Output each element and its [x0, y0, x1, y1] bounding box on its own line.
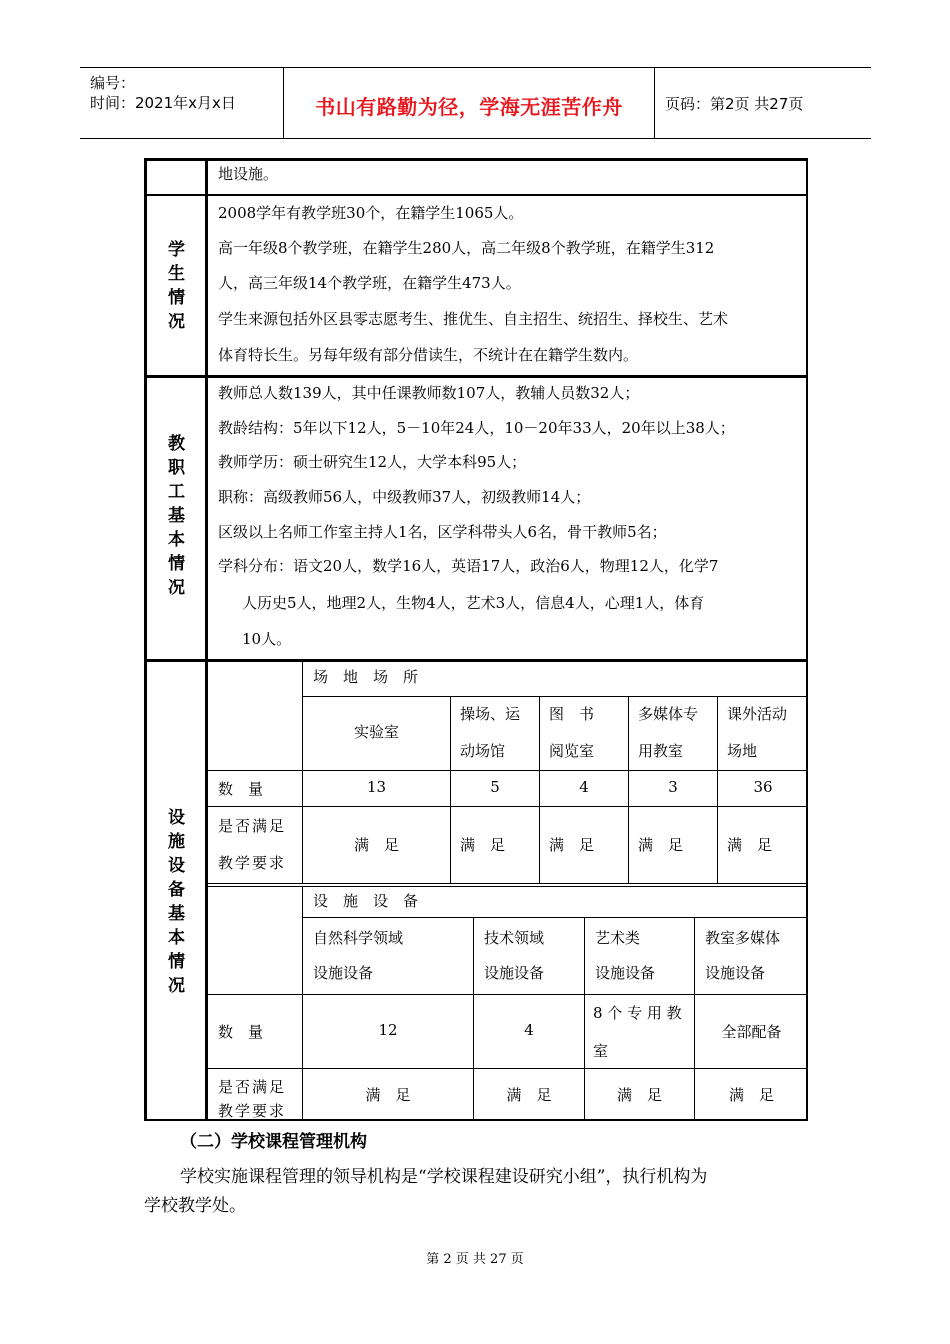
label-char: 生 — [168, 264, 185, 284]
venues-meet-label-1: 是否满足 — [218, 817, 287, 835]
venue-name: 用教室 — [638, 742, 684, 760]
equipment-count: 全部配备 — [721, 1023, 782, 1041]
grid-line — [208, 770, 808, 771]
row-separator — [144, 659, 808, 662]
row-separator — [144, 375, 808, 378]
label-char: 情 — [168, 288, 185, 308]
venue-count: 4 — [579, 778, 589, 796]
label-char: 施 — [168, 832, 185, 852]
grid-line — [208, 886, 808, 887]
label-char: 设 — [168, 808, 185, 828]
venue-count: 36 — [753, 778, 773, 796]
section-title: （二）学校课程管理机构 — [180, 1132, 367, 1152]
staff-line: 教龄结构：5年以下12人，5－10年24人，10－20年33人，20年以上38人； — [218, 419, 735, 437]
venue-meets: 满 足 — [460, 836, 506, 854]
venue-count: 13 — [366, 778, 387, 796]
equip-qty-label: 数 量 — [218, 1023, 264, 1041]
equipment-count: 12 — [378, 1021, 398, 1039]
page-footer: 第 2 页 共 27 页 — [426, 1252, 524, 1267]
students-line: 2008学年有教学班30个，在籍学生1065人。 — [218, 204, 524, 222]
students-line: 体育特长生。另每年级有部分借读生，不统计在在籍学生数内。 — [218, 346, 639, 364]
section-paragraph-line-1: 学校实施课程管理的领导机构是“学校课程建设研究小组”，执行机构为 — [180, 1167, 708, 1187]
equipment-name: 艺术类 — [595, 929, 641, 947]
grid-line — [208, 1068, 808, 1069]
label-char: 情 — [168, 554, 185, 574]
venue-meets: 满 足 — [353, 836, 399, 854]
equipment-name: 教室多媒体 — [705, 929, 781, 947]
venue-count: 3 — [668, 778, 678, 796]
staff-line: 教师学历：硕士研究生12人，大学本科95人； — [218, 453, 527, 471]
section-paragraph-line-2: 学校教学处。 — [144, 1196, 246, 1216]
header-meta — [80, 68, 284, 138]
staff-line: 人历史5人，地理2人，生物4人，艺术3人，信息4人，心理1人，体育 — [242, 594, 705, 612]
venue-meets: 满 足 — [727, 836, 773, 854]
equipment-name: 设施设备 — [484, 964, 545, 982]
row-continuation-text: 地设施。 — [218, 165, 279, 183]
date-line: 时间：2021年x月x日 — [90, 94, 236, 112]
students-line: 人，高三年级14个教学班，在籍学生473人。 — [218, 274, 521, 292]
label-char: 本 — [168, 928, 185, 948]
label-char: 况 — [168, 578, 185, 598]
equipment-name: 设施设备 — [595, 964, 656, 982]
label-char: 况 — [168, 312, 185, 332]
venue-count: 5 — [490, 778, 500, 796]
venues-header: 场 地 场 所 — [313, 668, 419, 686]
grid-line — [302, 917, 808, 918]
equipment-count: 8 个 专 用 教 — [593, 1004, 682, 1022]
label-char: 学 — [168, 240, 185, 260]
venue-name: 动场馆 — [460, 742, 506, 760]
label-char: 备 — [168, 880, 185, 900]
grid-line — [208, 806, 808, 807]
venue-meets: 满 足 — [638, 836, 684, 854]
staff-line: 区级以上名师工作室主持人1名，区学科带头人6名，骨干教师5名； — [218, 523, 667, 541]
equip-meet-label-2: 教学要求 — [218, 1102, 287, 1120]
venue-name: 操场、运 — [460, 705, 521, 723]
equipment-count: 室 — [593, 1042, 609, 1060]
equipment-meets: 满 足 — [616, 1086, 662, 1104]
students-line: 高一年级8个教学班，在籍学生280人，高二年级8个教学班，在籍学生312 — [218, 239, 715, 257]
students-label — [147, 238, 206, 334]
equipment-meets: 满 足 — [365, 1086, 411, 1104]
label-char: 基 — [168, 904, 185, 924]
facilities-label — [147, 806, 206, 998]
motto: 书山有路勤为径，学海无涯苦作舟 — [315, 95, 623, 119]
staff-line: 教师总人数139人，其中任课教师数107人，教辅人员数32人； — [218, 384, 640, 402]
header-page-cell — [655, 68, 871, 138]
page-number: 页码：第2页 共27页 — [665, 95, 804, 113]
venue-name: 图 书 — [549, 705, 595, 723]
staff-label — [147, 432, 206, 600]
venue-name: 场地 — [727, 742, 758, 760]
venue-name: 阅览室 — [549, 742, 595, 760]
label-char: 设 — [168, 856, 185, 876]
equipment-meets: 满 足 — [506, 1086, 552, 1104]
serial-number: 编号： — [90, 74, 136, 92]
staff-line: 学科分布：语文20人，数学16人，英语17人，政治6人，物理12人，化学7 — [218, 557, 719, 575]
label-char: 基 — [168, 506, 185, 526]
grid-line — [208, 883, 808, 884]
label-char: 情 — [168, 952, 185, 972]
page-header — [80, 67, 871, 139]
venue-name: 课外活动 — [727, 705, 788, 723]
row-separator — [144, 194, 808, 196]
equipment-name: 设施设备 — [705, 964, 766, 982]
equip-header: 设 施 设 备 — [313, 892, 419, 910]
equipment-name: 自然科学领域 — [313, 929, 404, 947]
venues-qty-label: 数 量 — [218, 780, 264, 798]
label-char: 况 — [168, 976, 185, 996]
grid-line — [302, 696, 808, 697]
equipment-name: 技术领域 — [484, 929, 545, 947]
label-char: 工 — [168, 482, 185, 502]
label-char: 教 — [168, 434, 185, 454]
venue-name: 多媒体专 — [638, 705, 699, 723]
venue-meets: 满 足 — [549, 836, 595, 854]
venue-name: 实验室 — [353, 723, 399, 741]
label-char: 职 — [168, 458, 185, 478]
equipment-name: 设施设备 — [313, 964, 374, 982]
label-char: 本 — [168, 530, 185, 550]
equipment-count: 4 — [524, 1021, 534, 1039]
staff-line: 职称：高级教师56人，中级教师37人，初级教师14人； — [218, 488, 591, 506]
staff-line: 10人。 — [242, 630, 292, 648]
grid-line — [208, 994, 808, 995]
students-line: 学生来源包括外区县零志愿考生、推优生、自主招生、统招生、择校生、艺术 — [218, 310, 729, 328]
equipment-meets: 满 足 — [728, 1086, 774, 1104]
venues-meet-label-2: 教学要求 — [218, 854, 287, 872]
header-motto-cell — [284, 68, 655, 138]
equip-meet-label-1: 是否满足 — [218, 1078, 287, 1096]
